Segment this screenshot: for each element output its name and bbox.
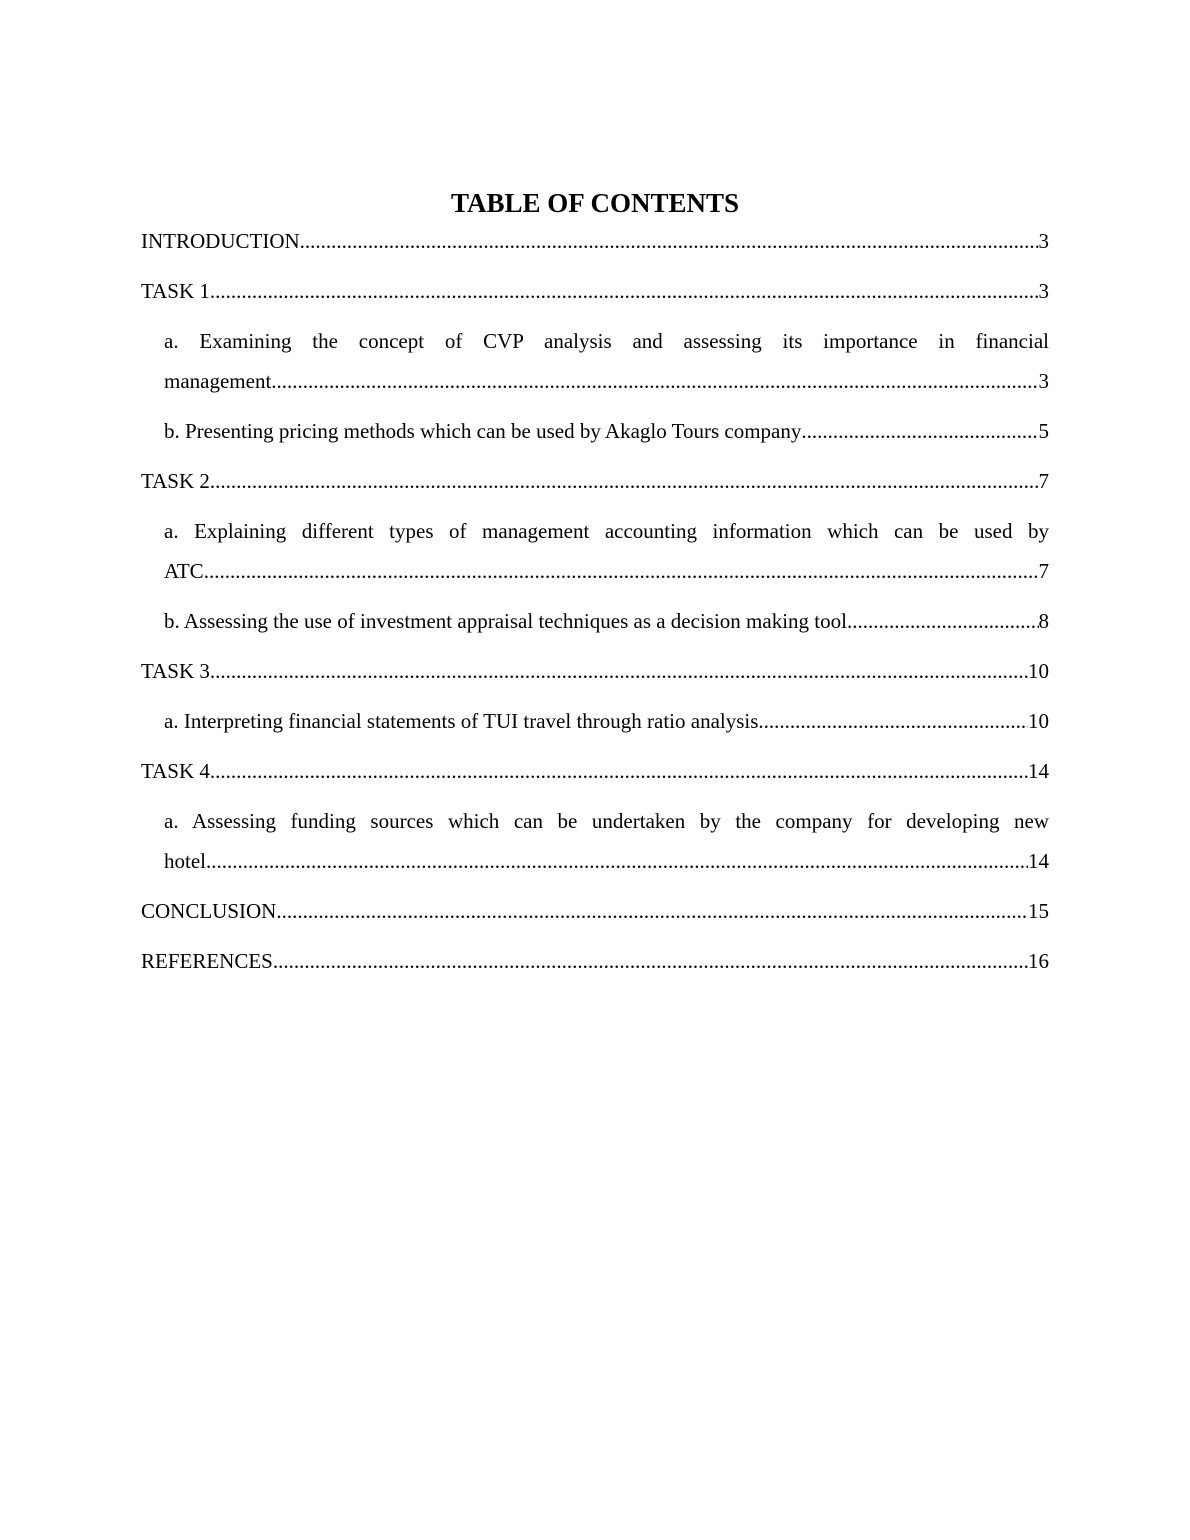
toc-entry-label-line2: ATC: [164, 559, 204, 583]
toc-page-number: 8: [1038, 609, 1049, 633]
toc-entry-label: CONCLUSION: [141, 899, 277, 923]
toc-entry-label-line1: a. Explaining different types of management accounting information which can be used by: [164, 519, 1049, 543]
toc-entry-label: TASK 1: [141, 279, 210, 303]
toc-entry-label: b. Assessing the use of investment appraisal techniques as a decision making tool: [164, 609, 847, 633]
toc-page-number: 3: [1038, 229, 1049, 253]
dot-leader: [847, 601, 1039, 641]
document-page: [141, 185, 1049, 981]
toc-page-number: 3: [1038, 369, 1049, 393]
toc-entry-task-3a[interactable]: [141, 701, 1049, 741]
dot-leader: [210, 751, 1028, 791]
toc-entry-task-1[interactable]: [141, 271, 1049, 311]
toc-entry-label: b. Presenting pricing methods which can be used by Akaglo Tours company: [164, 419, 802, 443]
dot-leader: [204, 551, 1039, 591]
toc-entry-label-line2: hotel: [164, 849, 206, 873]
toc-entry-label: a. Interpreting financial statements of TUI travel through ratio analysis: [164, 709, 759, 733]
dot-leader: [276, 891, 1028, 931]
dot-leader: [210, 651, 1028, 691]
toc-entry-task-1a[interactable]: [141, 321, 1049, 401]
toc-entry-references[interactable]: [141, 941, 1049, 981]
toc-entry-task-3[interactable]: [141, 651, 1049, 691]
toc-entry-label-line2: management: [164, 369, 272, 393]
toc-entry-label-line1: a. Assessing funding sources which can be undertaken by the company for developing new: [164, 809, 1049, 833]
dot-leader: [271, 361, 1038, 401]
toc-entry-task-1b[interactable]: [141, 411, 1049, 451]
toc-entry-label: TASK 4: [141, 759, 210, 783]
toc-entry-task-4a[interactable]: [141, 801, 1049, 881]
toc-page-number: 3: [1038, 279, 1049, 303]
dot-leader: [210, 461, 1039, 501]
toc-entry-introduction[interactable]: [141, 221, 1049, 261]
toc-list: [141, 221, 1049, 981]
toc-entry-task-4[interactable]: [141, 751, 1049, 791]
toc-entry-label-line1: a. Examining the concept of CVP analysis and assessing its importance in financial: [164, 329, 1049, 353]
dot-leader: [758, 701, 1028, 741]
toc-page-number: 10: [1028, 659, 1049, 683]
toc-page-number: 10: [1028, 709, 1049, 733]
toc-entry-label: TASK 3: [141, 659, 210, 683]
toc-entry-task-2a[interactable]: [141, 511, 1049, 591]
dot-leader: [206, 841, 1028, 881]
toc-entry-label: TASK 2: [141, 469, 210, 493]
toc-page-number: 15: [1028, 899, 1049, 923]
toc-title: TABLE OF CONTENTS: [450, 188, 740, 218]
dot-leader: [273, 941, 1028, 981]
toc-page-number: 14: [1028, 849, 1049, 873]
toc-entry-conclusion[interactable]: [141, 891, 1049, 931]
toc-entry-task-2[interactable]: [141, 461, 1049, 501]
toc-page-number: 7: [1038, 469, 1049, 493]
dot-leader: [300, 221, 1039, 261]
toc-entry-task-2b[interactable]: [141, 601, 1049, 641]
toc-entry-label: INTRODUCTION: [141, 229, 300, 253]
toc-page-number: 5: [1038, 419, 1049, 443]
dot-leader: [210, 271, 1039, 311]
toc-entry-label: REFERENCES: [141, 949, 273, 973]
dot-leader: [801, 411, 1038, 451]
toc-page-number: 7: [1038, 559, 1049, 583]
toc-page-number: 14: [1028, 759, 1049, 783]
toc-page-number: 16: [1028, 949, 1049, 973]
